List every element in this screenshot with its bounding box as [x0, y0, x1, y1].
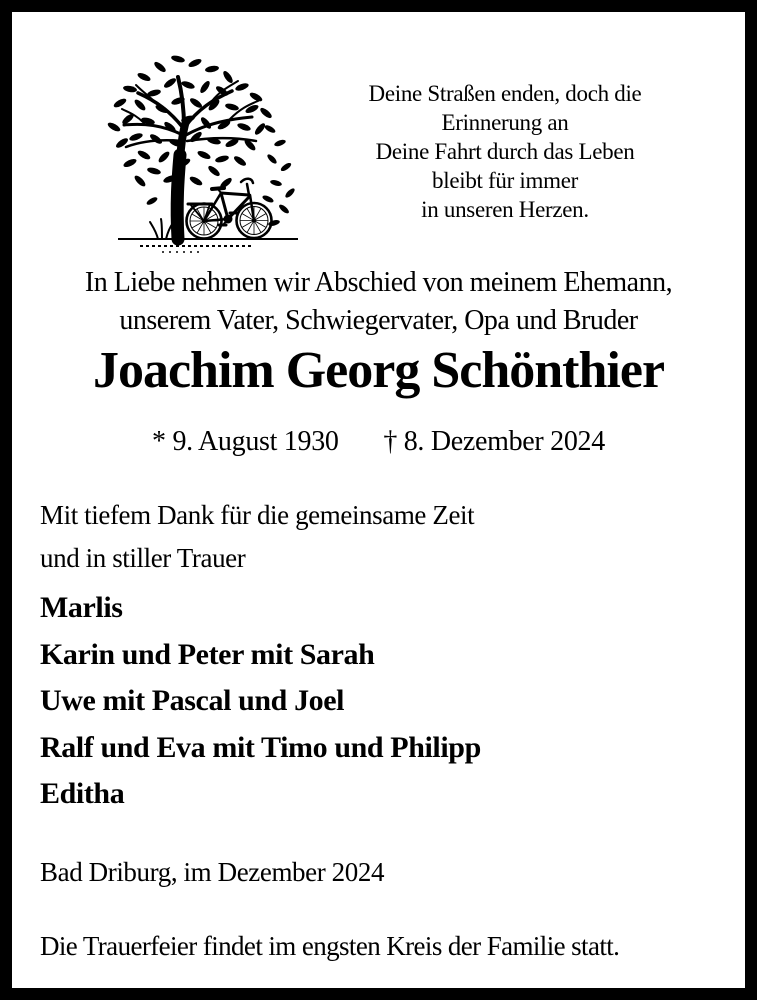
farewell-intro: [12, 264, 745, 340]
thanks-line: und in stiller Trauer: [40, 543, 246, 573]
mourner-name: Ralf und Eva mit Timo und Philipp: [40, 730, 481, 764]
bicycle-icon: [187, 179, 272, 239]
intro-line: In Liebe nehmen wir Abschied von meinem Ehemann,: [84, 267, 673, 298]
mourner-name: Editha: [40, 777, 125, 810]
verse-line: bleibt für immer: [432, 168, 578, 193]
intro-line: unserem Vater, Schwiegervater, Opa und Bruder: [119, 305, 638, 336]
funeral-note: Die Trauerfeier findet im engsten Kreis der Familie statt.: [40, 931, 620, 961]
ground-icon: [118, 239, 298, 252]
mourner-name: Marlis: [40, 591, 123, 624]
thanks-line: Mit tiefem Dank für die gemeinsame Zeit: [40, 500, 475, 530]
memorial-verse: [322, 79, 688, 224]
thanks-statement: [40, 494, 474, 580]
verse-line: Erinnerung an: [441, 110, 569, 135]
verse-line: Deine Straßen enden, doch die: [368, 81, 642, 106]
verse-line: Deine Fahrt durch das Leben: [375, 139, 635, 164]
mourners-list: [40, 585, 481, 818]
deceased-name: Joachim Georg Schönthier: [92, 342, 665, 399]
grass-icon: [150, 219, 173, 239]
mourner-name: Karin und Peter mit Sarah: [40, 637, 375, 671]
death-date: † 8. Dezember 2024: [383, 426, 605, 457]
life-dates: [12, 424, 745, 460]
verse-line: in unseren Herzen.: [421, 197, 589, 222]
mourner-name: Uwe mit Pascal und Joel: [40, 684, 345, 717]
tree-and-bicycle-illustration: [100, 42, 315, 256]
place-and-date: Bad Driburg, im Dezember 2024: [40, 857, 385, 887]
birth-date: * 9. August 1930: [152, 426, 339, 457]
